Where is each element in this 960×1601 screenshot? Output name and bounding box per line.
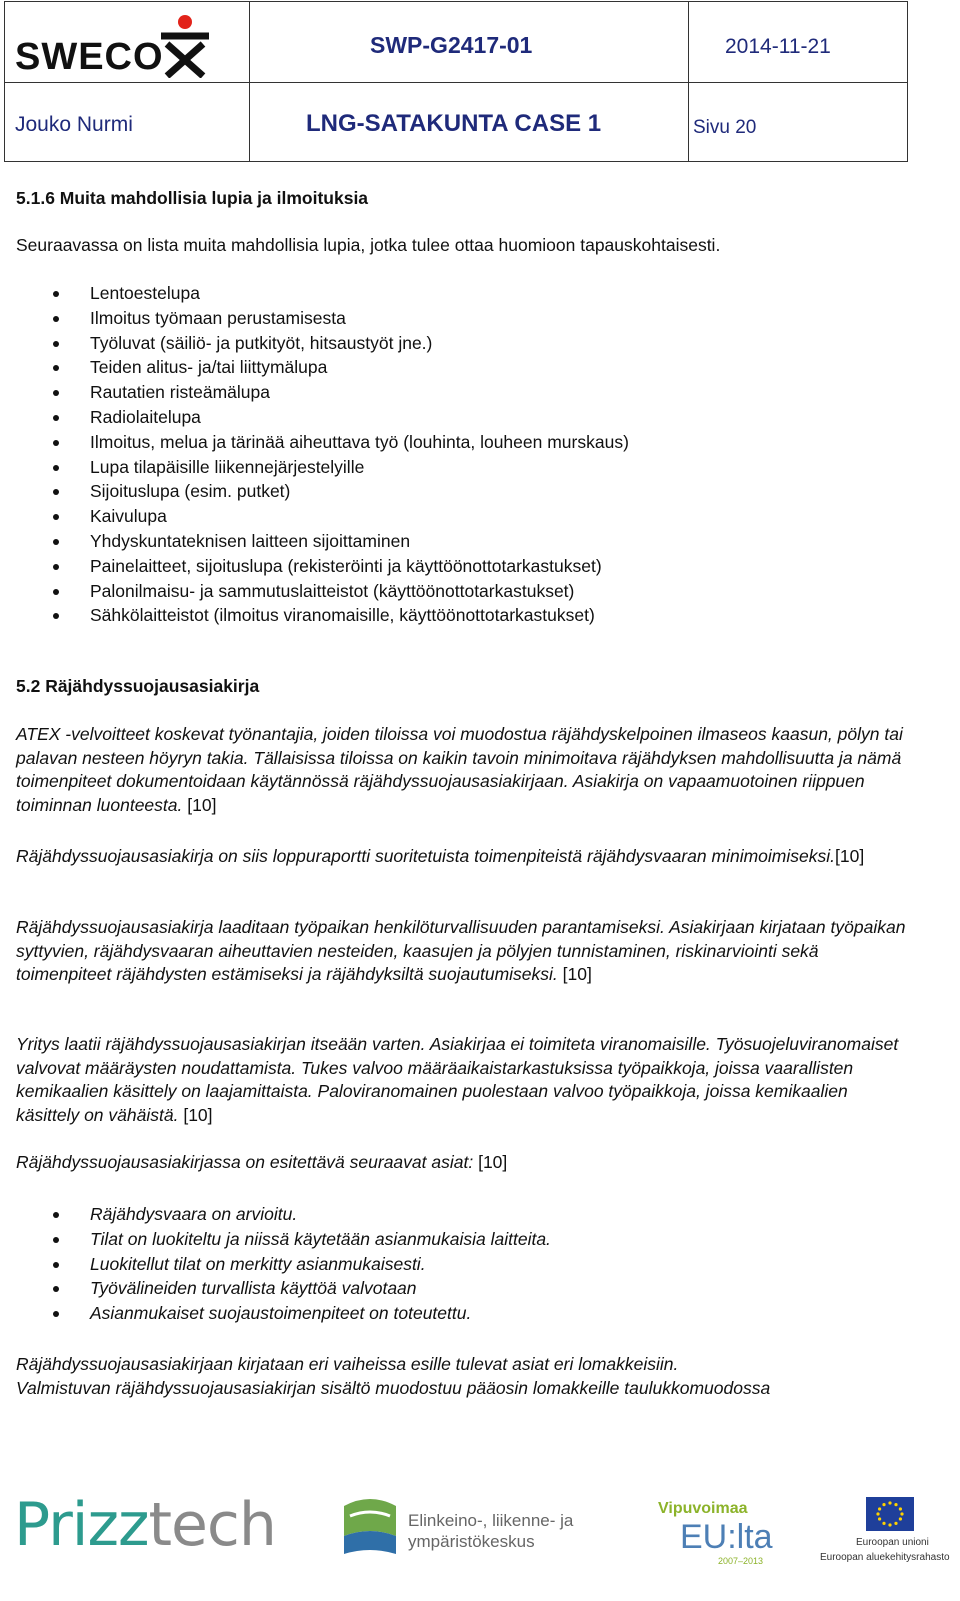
ely-centre-logo: Elinkeino-, liikenne- ja ympäristökeskus [340,1496,600,1566]
sweco-logo: SWECO [15,36,164,78]
paragraph: Räjähdyssuojausasiakirjassa on esitettävä seuraavat asiat: [10] [16,1152,508,1172]
logo-cell [4,1,250,83]
eu-flag-icon [866,1497,914,1531]
list-item: Sähkölaitteistot (ilmoitus viranomaisille, käyttöönottotarkastukset) [48,603,908,628]
section-heading-52: 5.2 Räjähdyssuojausasiakirja [16,676,260,696]
paragraph-line: Valmistuvan räjähdyssuojausasiakirjan sisältö muodostuu pääosin lomakkeille taulukkomuodossa [16,1378,771,1398]
case-title: LNG-SATAKUNTA CASE 1 [306,110,602,137]
list-item: Lupa tilapäisille liikennejärjestelyille [48,455,908,480]
case-cell [249,82,689,162]
sweco-logo-icon [155,14,215,78]
requirements-list [48,1202,908,1326]
list-item: Työluvat (säiliö- ja putkityöt, hitsaustyöt jne.) [48,331,908,356]
list-item: Tilat on luokiteltu ja niissä käytetään asianmukaisia laitteita. [48,1227,908,1252]
section-heading-516: 5.1.6 Muita mahdollisia lupia ja ilmoituksia [16,188,369,208]
paragraph: Räjähdyssuojausasiakirja laaditaan työpaikan henkilöturvallisuuden parantamiseksi. Asiakirjaan kirjataan työpaikan syttyvien, räjähdysvaaran aiheuttavien nesteiden, kaasujen ja pölyjen tunnistaminen, riskinarviointi sekä toimenpiteet räjähdysten estämiseksi ja räjähdyksiltä suojautumiseksi. [10] [16,917,906,984]
document-id: SWP-G2417-01 [370,32,533,58]
vipuvoimaa-eu-logo: Vipuvoimaa EU:lta 2007–2013 [658,1500,773,1566]
list-item: Kaivulupa [48,504,908,529]
eu-regional-fund-logo: Euroopan unioni Euroopan aluekehitysrahasto [820,1497,954,1567]
paragraph: ATEX -velvoitteet koskevat työnantajia, joiden tiloissa voi muodostua räjähdyskelpoinen ilmaseos kaasun, pölyn tai palavan nesteen höyryn takia. Tällaisissa tiloissa on kaikin tavoin minimoitava räjähdyksen mahdollisuutta ja nämä toimenpiteet dokumentoidaan käytännössä räjähdyssuojausasiakirjaan. Asiakirja on vapaamuotoinen riippuen toiminnan luonteesta. [10] [16,724,903,815]
ely-logo-icon [340,1496,400,1562]
paragraph-line: Räjähdyssuojausasiakirjaan kirjataan eri vaiheissa esille tulevat asiat eri lomakkeisiin. [16,1354,679,1374]
permit-list [48,281,908,628]
list-item: Räjähdysvaara on arvioitu. [48,1202,908,1227]
list-item: Yhdyskuntateknisen laitteen sijoittaminen [48,529,908,554]
document-header [4,1,908,162]
list-item: Rautatien risteämälupa [48,380,908,405]
list-item: Ilmoitus, melua ja tärinää aiheuttava työ (louhinta, louheen murskaus) [48,430,908,455]
list-item: Lentoestelupa [48,281,908,306]
author-cell [4,82,250,162]
doc-id-cell [249,1,689,83]
date-cell [688,1,908,83]
list-item: Työvälineiden turvallista käyttöä valvotaan [48,1276,908,1301]
prizztech-logo: Prizztech [14,1490,276,1560]
document-author: Jouko Nurmi [15,113,133,136]
paragraph: Räjähdyssuojausasiakirja on siis loppuraportti suoritetuista toimenpiteistä räjähdysvaaran minimoimiseksi.[10] [16,846,865,866]
list-item: Luokitellut tilat on merkitty asianmukaisesti. [48,1252,908,1277]
list-item: Sijoituslupa (esim. putket) [48,479,908,504]
list-item: Palonilmaisu- ja sammutuslaitteistot (käyttöönottotarkastukset) [48,579,908,604]
list-item: Teiden alitus- ja/tai liittymälupa [48,355,908,380]
list-item: Ilmoitus työmaan perustamisesta [48,306,908,331]
list-item: Painelaitteet, sijoituslupa (rekisteröinti ja käyttöönottotarkastukset) [48,554,908,579]
paragraph: Yritys laatii räjähdyssuojausasiakirjan itseään varten. Asiakirjaa ei toimiteta viranomaisille. Työsuojeluviranomaiset valvovat määräysten noudattamista. Tukes valvoo määräaikaistarkastuksissa työpaikkoja, joissa vaarallisten kemikaalien käsittely on laajamittaista. Paloviranomainen puolestaan valvoo työpaikkoja, joissa kemikaalien käsittely on vähäistä. [10] [16,1034,899,1125]
page-number: Sivu 20 [693,117,757,138]
list-item: Asianmukaiset suojaustoimenpiteet on toteutettu. [48,1301,908,1326]
list-item: Radiolaitelupa [48,405,908,430]
document-date: 2014-11-21 [725,35,831,58]
page-cell [688,82,908,162]
section-intro: Seuraavassa on lista muita mahdollisia lupia, jotka tulee ottaa huomioon tapauskohtaisesti. [16,235,721,255]
